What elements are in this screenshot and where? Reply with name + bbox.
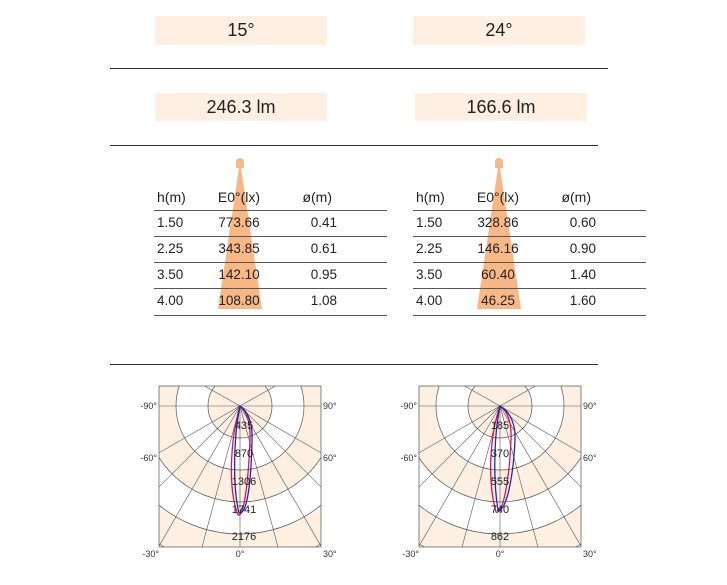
row-separator	[413, 315, 646, 316]
ring-value: 555	[490, 476, 510, 488]
col-header-diameter: ø(m)	[302, 189, 332, 205]
divider	[110, 68, 608, 69]
angle-label: 30°	[583, 549, 597, 559]
angle-label: 90°	[583, 401, 597, 411]
table-row	[154, 262, 387, 288]
angle-label: -30°	[142, 549, 159, 559]
cell-height: 4.00	[157, 293, 184, 308]
table-row	[154, 288, 387, 314]
table-row	[413, 236, 646, 262]
ring-value: 435	[234, 420, 254, 432]
table-row	[413, 262, 646, 288]
cell-illuminance: 142.10	[218, 267, 260, 282]
cell-illuminance: 343.85	[218, 241, 260, 256]
cell-illuminance: 328.86	[477, 215, 519, 230]
ring-value: 1741	[231, 504, 257, 516]
cell-height: 3.50	[157, 267, 184, 282]
polar-diagram	[390, 380, 610, 565]
cell-height: 1.50	[157, 215, 184, 230]
cell-height: 2.25	[157, 241, 184, 256]
angle-label: 30°	[323, 549, 337, 559]
cell-illuminance: 60.40	[481, 267, 515, 282]
ring-value: 1306	[231, 476, 257, 488]
cell-illuminance: 108.80	[218, 293, 260, 308]
cell-illuminance: 146.16	[477, 241, 519, 256]
cell-diameter: 0.90	[569, 241, 596, 256]
col-header-height: h(m)	[416, 189, 445, 205]
photometric-table	[154, 184, 387, 317]
table-row	[413, 210, 646, 236]
col-header-illuminance: E0°(lx)	[476, 189, 520, 205]
table-header	[154, 184, 387, 210]
cell-diameter: 0.60	[569, 215, 596, 230]
angle-label: 90°	[323, 401, 337, 411]
col-header-illuminance: E0°(lx)	[217, 189, 261, 205]
col-header-diameter: ø(m)	[561, 189, 591, 205]
ring-value: 870	[234, 448, 254, 460]
cell-height: 3.50	[416, 267, 443, 282]
cell-illuminance: 773.66	[218, 215, 260, 230]
angle-label: -90°	[400, 401, 417, 411]
ring-value: 370	[490, 448, 510, 460]
angle-label: 0°	[235, 549, 245, 559]
angle-label: -60°	[140, 453, 157, 463]
ring-value: 2176	[231, 531, 257, 543]
divider	[110, 145, 598, 146]
table-row	[413, 288, 646, 314]
cell-diameter: 1.40	[569, 267, 596, 282]
row-separator	[154, 315, 387, 316]
polar-diagram	[130, 380, 350, 565]
lumen-badge: 166.6 lm	[415, 93, 587, 121]
angle-label: 0°	[495, 549, 505, 559]
divider	[110, 364, 598, 365]
cell-height: 2.25	[416, 241, 443, 256]
cell-diameter: 0.61	[310, 241, 337, 256]
angle-label: -90°	[140, 401, 157, 411]
lumen-badge: 246.3 lm	[155, 93, 327, 121]
cell-illuminance: 46.25	[481, 293, 515, 308]
angle-label: 60°	[323, 453, 337, 463]
cell-height: 4.00	[416, 293, 443, 308]
cell-diameter: 0.95	[310, 267, 337, 282]
cell-diameter: 1.60	[569, 293, 596, 308]
table-row	[154, 210, 387, 236]
cell-diameter: 1.08	[310, 293, 337, 308]
angle-label: -30°	[402, 549, 419, 559]
beam-angle-badge: 24°	[413, 16, 585, 45]
table-row	[154, 236, 387, 262]
cell-height: 1.50	[416, 215, 443, 230]
beam-angle-badge: 15°	[155, 16, 327, 45]
table-header	[413, 184, 646, 210]
angle-label: 60°	[583, 453, 597, 463]
col-header-height: h(m)	[157, 189, 186, 205]
photometric-table	[413, 184, 646, 317]
cell-diameter: 0.41	[310, 215, 337, 230]
ring-value: 740	[490, 504, 510, 516]
angle-label: -60°	[400, 453, 417, 463]
ring-value: 185	[490, 420, 510, 432]
ring-value: 862	[490, 531, 510, 543]
